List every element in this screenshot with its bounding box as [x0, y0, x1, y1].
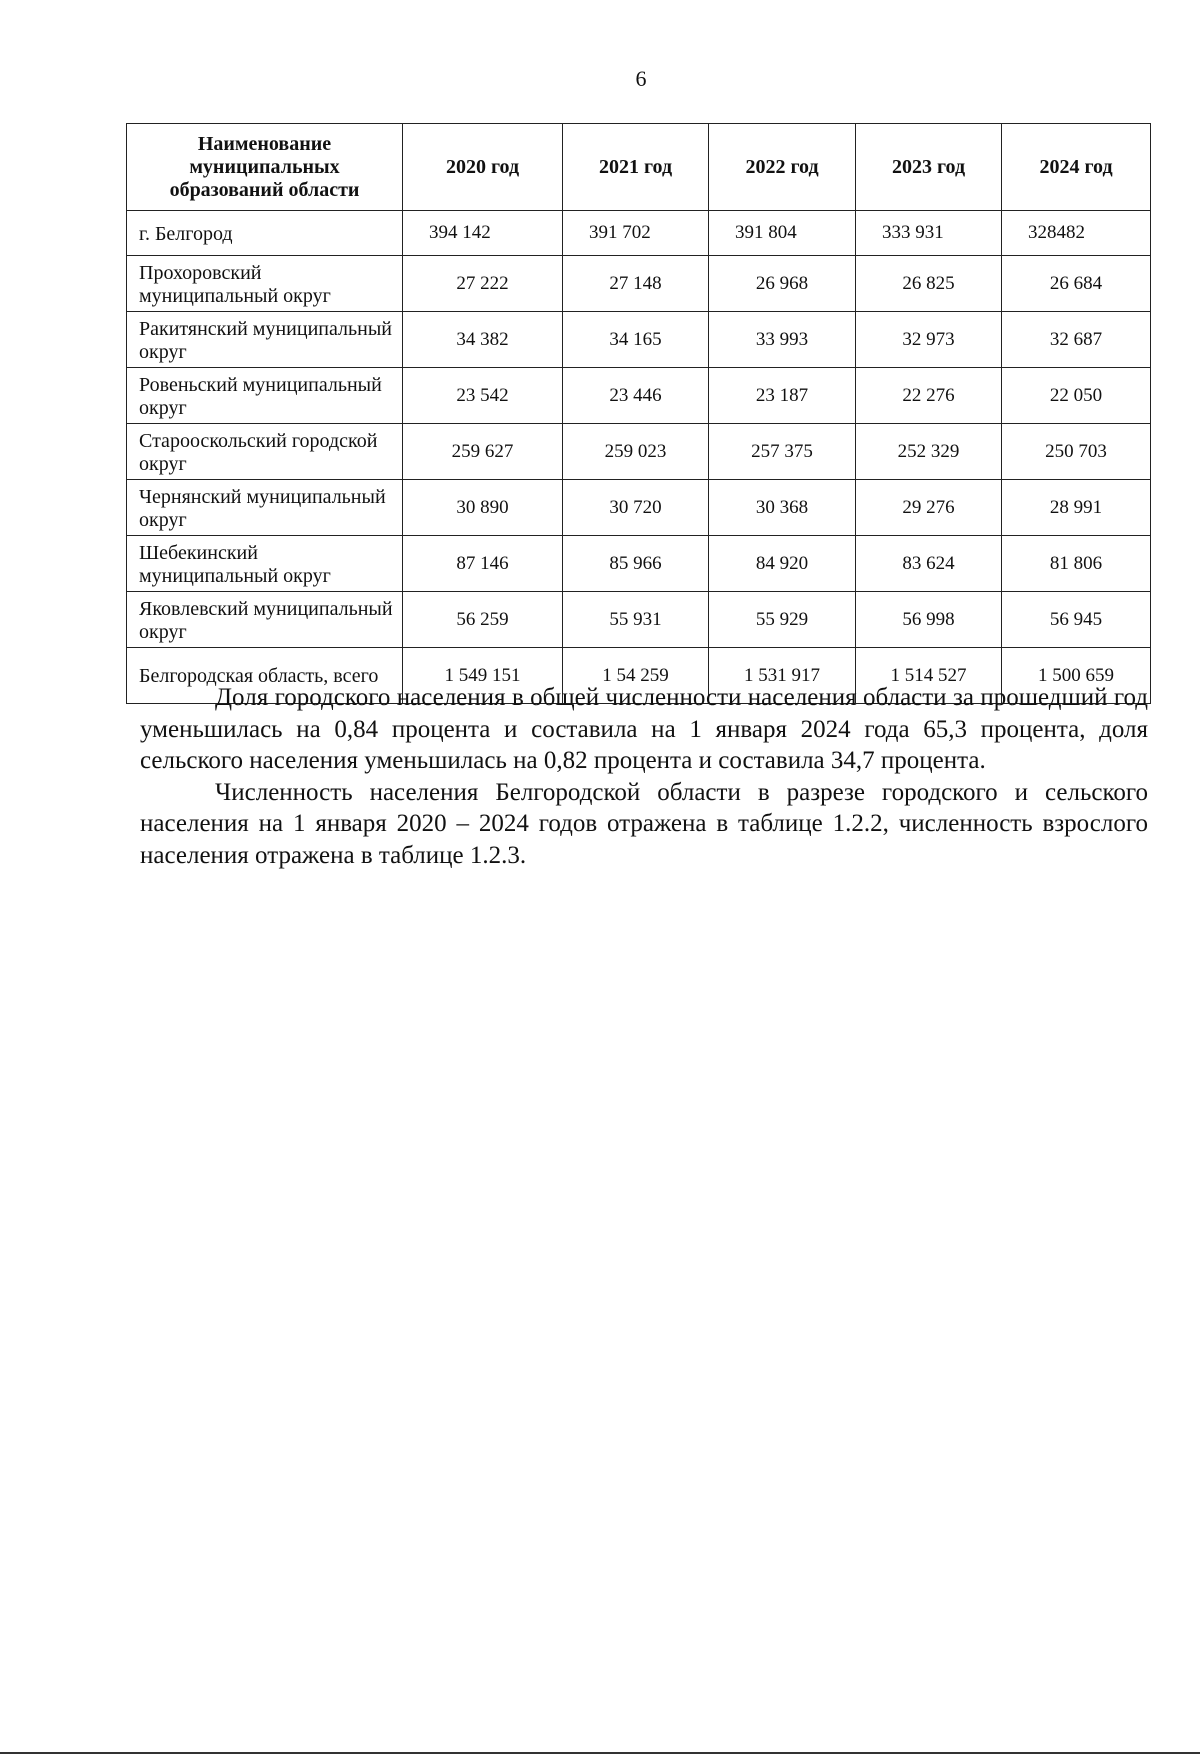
table-row — [127, 368, 1151, 424]
row-value-2021: 391 702 — [563, 211, 709, 256]
row-value-2022: 30 368 — [709, 480, 856, 536]
row-name: Чернянский муниципальный округ — [127, 480, 403, 536]
row-value-2021: 55 931 — [563, 592, 709, 648]
row-value-2022: 33 993 — [709, 312, 856, 368]
header-year-2024: 2024 год — [1002, 124, 1151, 211]
row-value-2021: 34 165 — [563, 312, 709, 368]
table-row — [127, 536, 1151, 592]
table-header-row — [127, 124, 1151, 211]
row-value-2022: 1 531 917 — [709, 648, 856, 704]
row-value-2024: 28 991 — [1002, 480, 1151, 536]
row-value-2021: 27 148 — [563, 256, 709, 312]
body-text — [140, 682, 1148, 871]
row-name: Шебекинский муниципальный округ — [127, 536, 403, 592]
row-value-2024: 1 500 659 — [1002, 648, 1151, 704]
header-year-2020: 2020 год — [403, 124, 563, 211]
population-table — [126, 123, 1151, 704]
row-value-2023: 29 276 — [856, 480, 1002, 536]
row-name: Ровеньский муниципальный округ — [127, 368, 403, 424]
row-value-2024: 250 703 — [1002, 424, 1151, 480]
row-value-2022: 391 804 — [709, 211, 856, 256]
row-value-2023: 1 514 527 — [856, 648, 1002, 704]
row-value-2020: 27 222 — [403, 256, 563, 312]
page-number: 6 — [635, 66, 647, 91]
row-value-2020: 259 627 — [403, 424, 563, 480]
row-value-2020: 30 890 — [403, 480, 563, 536]
paragraph-population-reference: Численность населения Белгородской области в разрезе городского и сельского населения на 1 января 2020 – 2024 годов отражена в таблице 1.2.2, численность взрослого населения отражена в таблице 1.2.3. — [140, 778, 1148, 869]
row-value-2024: 81 806 — [1002, 536, 1151, 592]
bottom-edge-line — [0, 1752, 1200, 1754]
row-value-2023: 252 329 — [856, 424, 1002, 480]
table-row — [127, 592, 1151, 648]
paragraph-urban-share: Доля городского населения в общей численности населения области за прошедший год уменьшилась на 0,84 процента и составила на 1 января 2024 года 65,3 процента, доля сельского населения уменьшилась на 0,82 процента и составила 34,7 процента. — [140, 684, 1148, 774]
row-name: г. Белгород — [127, 211, 403, 256]
table-row — [127, 424, 1151, 480]
row-value-2023: 333 931 — [856, 211, 1002, 256]
row-value-2022: 23 187 — [709, 368, 856, 424]
header-year-2021: 2021 год — [563, 124, 709, 211]
header-municipality: Наименование муниципальных образований области — [127, 124, 403, 211]
row-value-2020: 23 542 — [403, 368, 563, 424]
table-row — [127, 312, 1151, 368]
header-year-2022: 2022 год — [709, 124, 856, 211]
row-value-2021: 30 720 — [563, 480, 709, 536]
row-name: Ракитянский муниципальный округ — [127, 312, 403, 368]
row-value-2021: 85 966 — [563, 536, 709, 592]
header-year-2023: 2023 год — [856, 124, 1002, 211]
row-name: Яковлевский муниципальный округ — [127, 592, 403, 648]
row-value-2022: 26 968 — [709, 256, 856, 312]
row-value-2020: 394 142 — [403, 211, 563, 256]
table-row — [127, 256, 1151, 312]
row-value-2023: 32 973 — [856, 312, 1002, 368]
row-value-2020: 87 146 — [403, 536, 563, 592]
table-row — [127, 211, 1151, 256]
row-value-2020: 56 259 — [403, 592, 563, 648]
row-value-2021: 23 446 — [563, 368, 709, 424]
row-value-2022: 84 920 — [709, 536, 856, 592]
row-value-2023: 56 998 — [856, 592, 1002, 648]
row-value-2024: 22 050 — [1002, 368, 1151, 424]
row-value-2021: 259 023 — [563, 424, 709, 480]
row-value-2024: 32 687 — [1002, 312, 1151, 368]
row-value-2021: 1 54 259 — [563, 648, 709, 704]
row-value-2023: 26 825 — [856, 256, 1002, 312]
row-name: Прохоровский муниципальный округ — [127, 256, 403, 312]
row-value-2023: 22 276 — [856, 368, 1002, 424]
row-value-2022: 55 929 — [709, 592, 856, 648]
row-value-2022: 257 375 — [709, 424, 856, 480]
row-value-2023: 83 624 — [856, 536, 1002, 592]
row-value-2024: 26 684 — [1002, 256, 1151, 312]
row-value-2024: 328482 — [1002, 211, 1151, 256]
row-name: Старооскольский городской округ — [127, 424, 403, 480]
row-value-2020: 1 549 151 — [403, 648, 563, 704]
row-value-2020: 34 382 — [403, 312, 563, 368]
row-value-2024: 56 945 — [1002, 592, 1151, 648]
table-row — [127, 480, 1151, 536]
row-name: Белгородская область, всего — [127, 648, 403, 704]
